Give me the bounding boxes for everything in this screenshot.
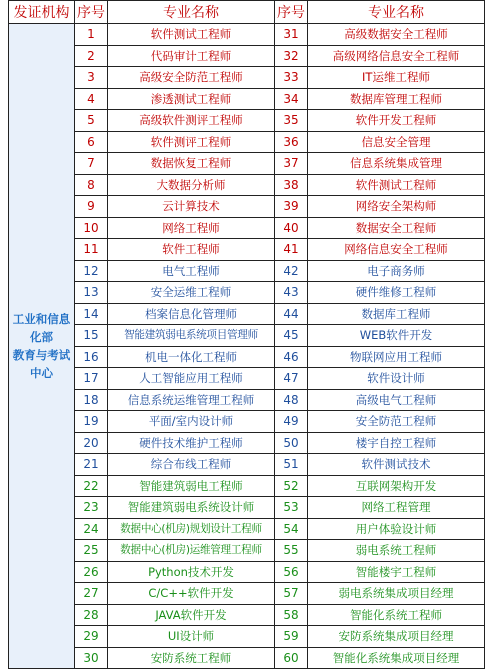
row-seq-right: 47: [275, 368, 308, 390]
certification-majors-table: [8, 0, 485, 669]
row-seq-left: 9: [75, 196, 108, 218]
row-major-right: 电子商务师: [308, 260, 485, 282]
table-row: [9, 260, 485, 282]
row-seq-left: 17: [75, 368, 108, 390]
row-major-left: 高级安全防范工程师: [108, 67, 275, 89]
row-seq-right: 32: [275, 45, 308, 67]
row-major-right: 用户体验设计师: [308, 518, 485, 540]
row-seq-right: 44: [275, 303, 308, 325]
row-seq-left: 12: [75, 260, 108, 282]
row-seq-right: 33: [275, 67, 308, 89]
row-seq-left: 23: [75, 497, 108, 519]
row-seq-left: 26: [75, 561, 108, 583]
header-major-right: 专业名称: [308, 1, 485, 24]
row-major-right: 软件测试工程师: [308, 174, 485, 196]
row-seq-left: 28: [75, 604, 108, 626]
table-row: [9, 217, 485, 239]
row-major-right: 高级网络信息安全工程师: [308, 45, 485, 67]
row-major-right: 物联网应用工程师: [308, 346, 485, 368]
row-major-right: 智能化系统工程师: [308, 604, 485, 626]
row-seq-right: 34: [275, 88, 308, 110]
row-major-right: 智能化系统集成项目经理: [308, 647, 485, 669]
row-seq-left: 19: [75, 411, 108, 433]
table-row: [9, 432, 485, 454]
row-major-right: 高级电气工程师: [308, 389, 485, 411]
row-seq-right: 46: [275, 346, 308, 368]
table-row: [9, 604, 485, 626]
row-major-right: 数据库管理工程师: [308, 88, 485, 110]
row-seq-left: 16: [75, 346, 108, 368]
table-row: [9, 368, 485, 390]
table-row: [9, 196, 485, 218]
row-major-left: JAVA软件开发: [108, 604, 275, 626]
row-seq-right: 35: [275, 110, 308, 132]
row-seq-left: 24: [75, 518, 108, 540]
row-major-right: 网络安全架构师: [308, 196, 485, 218]
row-major-left: 大数据分析师: [108, 174, 275, 196]
organization-line: 化部: [30, 330, 53, 344]
row-major-right: 弱电系统工程师: [308, 540, 485, 562]
row-major-left: UI设计师: [108, 626, 275, 648]
row-major-right: 安防系统集成项目经理: [308, 626, 485, 648]
row-seq-left: 21: [75, 454, 108, 476]
row-seq-right: 40: [275, 217, 308, 239]
row-major-right: 软件开发工程师: [308, 110, 485, 132]
row-seq-left: 20: [75, 432, 108, 454]
row-major-left: 网络工程师: [108, 217, 275, 239]
header-seq-left: 序号: [75, 1, 108, 24]
row-seq-right: 57: [275, 583, 308, 605]
row-seq-left: 14: [75, 303, 108, 325]
row-seq-right: 41: [275, 239, 308, 261]
row-major-left: 软件测评工程师: [108, 131, 275, 153]
row-seq-left: 30: [75, 647, 108, 669]
row-seq-left: 6: [75, 131, 108, 153]
row-major-right: 数据安全工程师: [308, 217, 485, 239]
row-major-right: 软件设计师: [308, 368, 485, 390]
row-seq-right: 56: [275, 561, 308, 583]
table-row: [9, 174, 485, 196]
certification-table-container: [8, 0, 484, 669]
table-row: [9, 475, 485, 497]
table-row: [9, 303, 485, 325]
row-seq-right: 39: [275, 196, 308, 218]
table-row: [9, 45, 485, 67]
row-seq-right: 50: [275, 432, 308, 454]
table-row: [9, 389, 485, 411]
table-row: [9, 239, 485, 261]
row-seq-left: 2: [75, 45, 108, 67]
row-major-left: 信息系统运维管理工程师: [108, 389, 275, 411]
row-major-left: 安全运维工程师: [108, 282, 275, 304]
table-row: [9, 131, 485, 153]
row-seq-right: 51: [275, 454, 308, 476]
row-major-left: 云计算技术: [108, 196, 275, 218]
table-row: [9, 153, 485, 175]
table-row: [9, 626, 485, 648]
row-major-left: 渗透测试工程师: [108, 88, 275, 110]
issuing-organization: [9, 24, 75, 669]
row-major-right: 弱电系统集成项目经理: [308, 583, 485, 605]
row-seq-right: 31: [275, 24, 308, 46]
row-seq-right: 36: [275, 131, 308, 153]
row-seq-left: 3: [75, 67, 108, 89]
row-major-left: Python技术开发: [108, 561, 275, 583]
row-seq-right: 42: [275, 260, 308, 282]
row-seq-right: 43: [275, 282, 308, 304]
table-row: [9, 325, 485, 347]
row-major-right: 高级数据安全工程师: [308, 24, 485, 46]
row-major-right: 网络信息安全工程师: [308, 239, 485, 261]
organization-line: 工业和信息: [12, 312, 71, 326]
table-row: [9, 24, 485, 46]
table-row: [9, 346, 485, 368]
row-major-left: 数据中心(机房)规划设计工程师: [108, 518, 275, 540]
table-row: [9, 647, 485, 669]
row-major-right: 智能楼宇工程师: [308, 561, 485, 583]
row-major-left: C/C++软件开发: [108, 583, 275, 605]
row-seq-left: 5: [75, 110, 108, 132]
row-major-right: 楼宇自控工程师: [308, 432, 485, 454]
row-major-left: 安防系统工程师: [108, 647, 275, 669]
row-seq-right: 52: [275, 475, 308, 497]
row-seq-left: 1: [75, 24, 108, 46]
row-seq-right: 60: [275, 647, 308, 669]
row-seq-right: 59: [275, 626, 308, 648]
row-seq-right: 45: [275, 325, 308, 347]
header-org: 发证机构: [9, 1, 75, 24]
row-seq-right: 58: [275, 604, 308, 626]
table-row: [9, 282, 485, 304]
table-row: [9, 110, 485, 132]
row-major-left: 电气工程师: [108, 260, 275, 282]
row-major-left: 数据恢复工程师: [108, 153, 275, 175]
row-seq-left: 15: [75, 325, 108, 347]
header-major-left: 专业名称: [108, 1, 275, 24]
row-major-right: IT运维工程师: [308, 67, 485, 89]
row-major-left: 数据中心(机房)运维管理工程师: [108, 540, 275, 562]
table-body: [9, 24, 485, 669]
row-major-right: 互联网架构开发: [308, 475, 485, 497]
row-major-left: 代码审计工程师: [108, 45, 275, 67]
row-major-left: 平面/室内设计师: [108, 411, 275, 433]
table-row: [9, 583, 485, 605]
row-major-right: WEB软件开发: [308, 325, 485, 347]
organization-line: 教育与考试: [12, 348, 71, 362]
table-row: [9, 561, 485, 583]
row-major-right: 软件测试技术: [308, 454, 485, 476]
row-seq-right: 38: [275, 174, 308, 196]
table-row: [9, 497, 485, 519]
table-row: [9, 540, 485, 562]
row-major-right: 信息系统集成管理: [308, 153, 485, 175]
row-seq-left: 18: [75, 389, 108, 411]
row-seq-left: 4: [75, 88, 108, 110]
header-row: [9, 1, 485, 24]
row-major-left: 智能建筑弱电系统项目管理师: [108, 325, 275, 347]
row-major-right: 硬件维修工程师: [308, 282, 485, 304]
row-major-left: 档案信息化管理师: [108, 303, 275, 325]
row-seq-left: 10: [75, 217, 108, 239]
row-major-right: 数据库工程师: [308, 303, 485, 325]
row-seq-left: 22: [75, 475, 108, 497]
row-seq-right: 53: [275, 497, 308, 519]
row-major-left: 软件工程师: [108, 239, 275, 261]
row-seq-left: 25: [75, 540, 108, 562]
row-seq-left: 29: [75, 626, 108, 648]
row-major-right: 网络工程管理: [308, 497, 485, 519]
row-seq-left: 27: [75, 583, 108, 605]
row-major-left: 综合布线工程师: [108, 454, 275, 476]
table-row: [9, 454, 485, 476]
table-row: [9, 88, 485, 110]
row-seq-left: 8: [75, 174, 108, 196]
row-major-left: 软件测试工程师: [108, 24, 275, 46]
table-row: [9, 411, 485, 433]
row-major-left: 硬件技术维护工程师: [108, 432, 275, 454]
header-seq-right: 序号: [275, 1, 308, 24]
row-seq-right: 55: [275, 540, 308, 562]
row-seq-right: 54: [275, 518, 308, 540]
row-major-left: 机电一体化工程师: [108, 346, 275, 368]
row-major-left: 智能建筑弱电工程师: [108, 475, 275, 497]
organization-line: 中心: [30, 366, 53, 380]
row-seq-right: 37: [275, 153, 308, 175]
row-major-right: 安全防范工程师: [308, 411, 485, 433]
row-major-left: 智能建筑弱电系统设计师: [108, 497, 275, 519]
row-major-left: 人工智能应用工程师: [108, 368, 275, 390]
row-seq-left: 13: [75, 282, 108, 304]
row-major-left: 高级软件测评工程师: [108, 110, 275, 132]
row-seq-left: 11: [75, 239, 108, 261]
row-seq-right: 48: [275, 389, 308, 411]
table-row: [9, 518, 485, 540]
table-row: [9, 67, 485, 89]
row-major-right: 信息安全管理: [308, 131, 485, 153]
row-seq-right: 49: [275, 411, 308, 433]
row-seq-left: 7: [75, 153, 108, 175]
